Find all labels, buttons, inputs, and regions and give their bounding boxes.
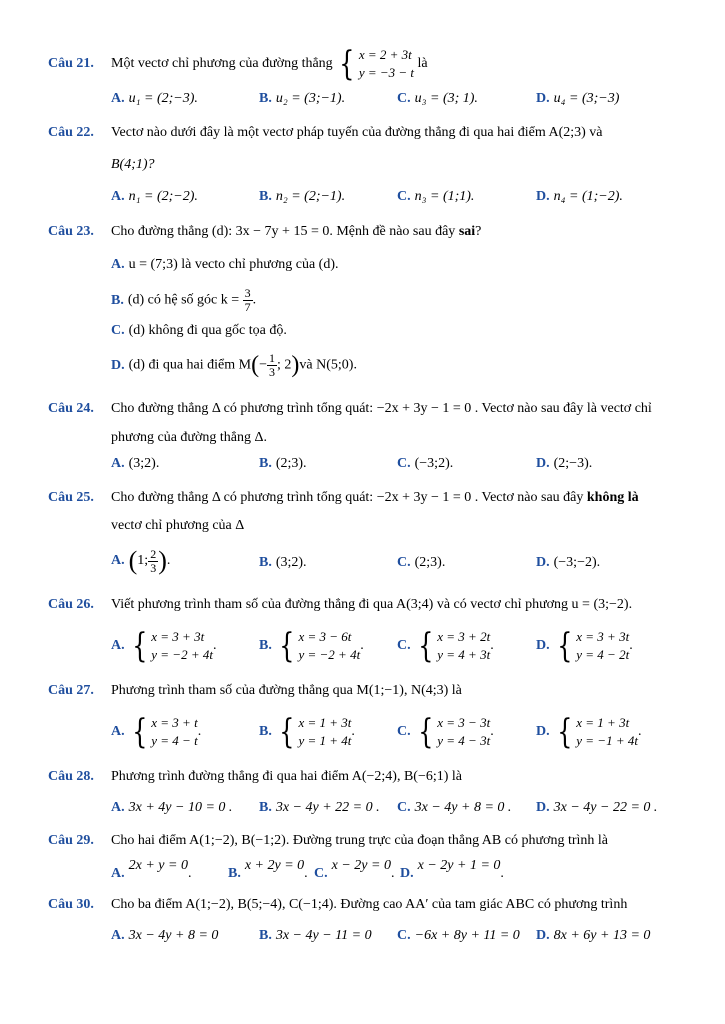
q22-stem: Câu 22. Vectơ nào dưới đây là một vectơ pháp tuyến của đường thẳng đi qua hai điểm A(2;3) và: [48, 125, 603, 140]
q21-number: Câu 21.: [48, 56, 94, 72]
q24-option-c[interactable]: C. (−3;2).: [397, 456, 454, 471]
q26-number: Câu 26.: [48, 597, 94, 612]
q30-number: Câu 30.: [48, 897, 94, 912]
q28-option-d[interactable]: D. 3x − 4y − 22 = 0 .: [536, 800, 658, 815]
q25-option-a[interactable]: A. (1; $\frac{2}{3}$ ).: [111, 546, 171, 575]
q29-option-c[interactable]: C.x − 2y = 0.: [314, 858, 395, 881]
q22-option-d[interactable]: D. n₄ = (1;−2).: [536, 189, 623, 204]
q29-option-d[interactable]: D.x − 2y + 1 = 0.: [400, 858, 504, 881]
q26-option-d[interactable]: D. { x = 3 + 3t y = 4 − 2t .: [536, 626, 633, 666]
q24-option-b[interactable]: B. (2;3).: [259, 456, 307, 471]
q24-option-a[interactable]: A. (3;2).: [111, 456, 160, 471]
q28-number: Câu 28.: [48, 769, 94, 784]
q24-number: Câu 24.: [48, 401, 94, 416]
q23-option-b[interactable]: B. (d) có hệ số góc k = $\frac{3}{7}$ .: [111, 286, 257, 314]
q30-option-a[interactable]: A. 3x − 4y + 8 = 0: [111, 928, 219, 943]
q29-option-b[interactable]: B.x + 2y = 0.: [228, 858, 308, 881]
q24-option-d[interactable]: D. (2;−3).: [536, 456, 593, 471]
q22-option-b[interactable]: B. n₂ = (2;−1).: [259, 189, 346, 204]
q22-option-c[interactable]: C. n₃ = (1;1).: [397, 189, 475, 204]
q27-option-d[interactable]: D. { x = 1 + 3t y = −1 + 4t .: [536, 712, 642, 752]
q25-stem-cont: vectơ chỉ phương của Δ: [111, 518, 245, 533]
q26-option-a[interactable]: A. { x = 3 + 3t y = −2 + 4t .: [111, 626, 217, 666]
q28-option-a[interactable]: A. 3x + 4y − 10 = 0 .: [111, 800, 233, 815]
q21-system: { x = 2 + 3t y = −3 − t: [339, 44, 415, 84]
q26-stem: Câu 26. Viết phương trình tham số của đường thẳng đi qua A(3;4) và có vectơ chỉ phương u = (3;−2).: [48, 597, 633, 612]
q21-option-a[interactable]: A. u₁ = (2;−3).: [111, 91, 198, 106]
q21-option-c[interactable]: C. u₃ = (3; 1).: [397, 91, 478, 106]
q22-stem-cont: B(4;1)?: [111, 157, 155, 172]
q28-option-c[interactable]: C. 3x − 4y + 8 = 0 .: [397, 800, 512, 815]
q28-option-b[interactable]: B. 3x − 4y + 22 = 0 .: [259, 800, 380, 815]
q22-option-a[interactable]: A. n₁ = (2;−2).: [111, 189, 198, 204]
q21-stem: Câu 21. Một vectơ chỉ phương của đường thẳng { x = 2 + 3t y = −3 − t là: [48, 44, 428, 84]
q30-stem: Câu 30. Cho ba điểm A(1;−2), B(5;−4), C(−1;4). Đường cao AA′ của tam giác ABC có phương trình: [48, 897, 628, 912]
q23-option-c[interactable]: C. (d) không đi qua gốc tọa độ.: [111, 323, 287, 338]
q23-option-d[interactable]: D. (d) đi qua hai điểm M(− $\frac{1}{3}$ ; 2)và N(5;0).: [111, 351, 357, 379]
q25-option-b[interactable]: B. (3;2).: [259, 555, 307, 570]
q28-stem: Câu 28. Phương trình đường thẳng đi qua hai điểm A(−2;4), B(−6;1) là: [48, 769, 463, 784]
q27-stem: Câu 27. Phương trình tham số của đường thẳng qua M(1;−1), N(4;3) là: [48, 683, 462, 698]
q29-number: Câu 29.: [48, 833, 94, 848]
q26-option-c[interactable]: C. { x = 3 + 2t y = 4 + 3t .: [397, 626, 494, 666]
q26-option-b[interactable]: B. { x = 3 − 6t y = −2 + 4t .: [259, 626, 364, 666]
q23-number: Câu 23.: [48, 224, 94, 239]
q25-option-d[interactable]: D. (−3;−2).: [536, 555, 601, 570]
q30-option-b[interactable]: B. 3x − 4y − 11 = 0: [259, 928, 372, 943]
q30-option-c[interactable]: C. −6x + 8y + 11 = 0: [397, 928, 520, 943]
q23-option-a[interactable]: A. u = (7;3) là vecto chỉ phương của (d).: [111, 257, 339, 272]
q29-option-a[interactable]: A.2x + y = 0.: [111, 858, 192, 881]
q24-stem-cont: phương của đường thẳng Δ.: [111, 430, 268, 445]
q25-stem: Câu 25. Cho đường thẳng Δ có phương trình tổng quát: −2x + 3y − 1 = 0 . Vectơ nào sau đây không là: [48, 490, 639, 505]
q22-number: Câu 22.: [48, 125, 94, 140]
q29-stem: Câu 29. Cho hai điểm A(1;−2), B(−1;2). Đường trung trực của đoạn thẳng AB có phương trình là: [48, 833, 609, 848]
q21-option-b[interactable]: B. u₂ = (3;−1).: [259, 91, 346, 106]
q27-number: Câu 27.: [48, 683, 94, 698]
q27-option-b[interactable]: B. { x = 1 + 3t y = 1 + 4t .: [259, 712, 355, 752]
q23-stem: Câu 23. Cho đường thẳng (d): 3x − 7y + 15 = 0. Mệnh đề nào sau đây sai?: [48, 224, 482, 239]
q27-option-c[interactable]: C. { x = 3 − 3t y = 4 − 3t .: [397, 712, 494, 752]
q27-option-a[interactable]: A. { x = 3 + t y = 4 − t .: [111, 712, 202, 752]
q25-number: Câu 25.: [48, 490, 94, 505]
q25-option-c[interactable]: C. (2;3).: [397, 555, 446, 570]
q30-option-d[interactable]: D. 8x + 6y + 13 = 0: [536, 928, 651, 943]
q21-option-d[interactable]: D. u₄ = (3;−3): [536, 91, 620, 106]
q24-stem: Câu 24. Cho đường thẳng Δ có phương trình tổng quát: −2x + 3y − 1 = 0 . Vectơ nào sau đây là vectơ chỉ: [48, 401, 652, 416]
